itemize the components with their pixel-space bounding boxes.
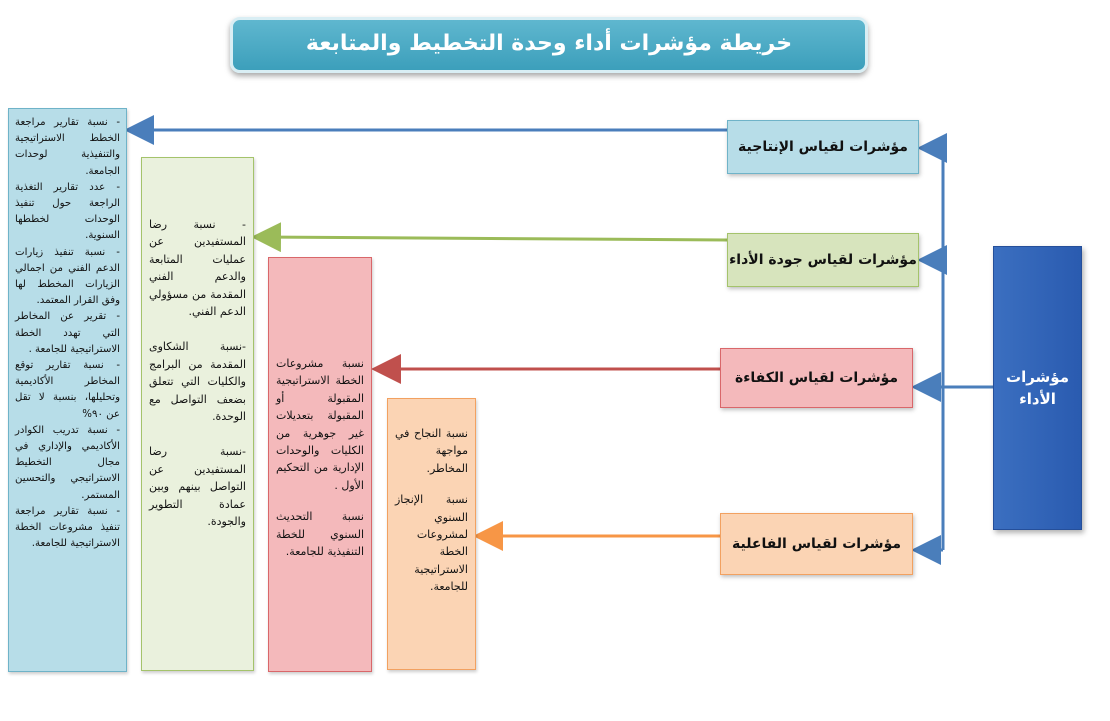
productivity-list — [8, 108, 127, 672]
list-item: - نسبة تقارير مراجعة تنفيذ مشروعات الخطة الاستراتيجية للجامعة. — [15, 505, 120, 550]
effectiveness-list — [387, 398, 476, 670]
indicator-effectiveness-label: مؤشرات لقياس الفاعلية — [731, 536, 902, 552]
list-item: نسبة التحديث السنوي للخطة التنفيذية للجامعة. — [276, 510, 364, 559]
list-item: -نسبة رضا المستفيدين عن التواصل بينهم وبين عمادة التطوير والجودة. — [149, 445, 246, 529]
indicator-efficiency-label: مؤشرات لقياس الكفاءة — [734, 370, 899, 386]
indicator-quality — [727, 233, 919, 287]
indicator-productivity — [727, 120, 919, 174]
page-title: خريطة مؤشرات أداء وحدة التخطيط والمتابعة — [230, 17, 868, 73]
root-connector — [917, 148, 993, 550]
list-item: - نسبة تدريب الكوادر الأكاديمي والإداري في مجال التخطيط الاستراتيجي والتحسين المستمر. — [15, 424, 120, 501]
list-item: - تقرير عن المخاطر التي تهدد الخطة الاستراتيجية للجامعة . — [15, 311, 120, 355]
root-label: مؤشرات الأداء — [1006, 367, 1069, 408]
list-item: -نسبة الشكاوى المقدمة من البرامج والكليات التي تتعلق بضعف التواصل مع الوحدة. — [149, 340, 246, 424]
list-item: - نسبة تقارير توقع المخاطر الأكاديمية وتحليلها، بنسبة لا تقل عن ٩٠% — [15, 360, 120, 420]
arrow-quality — [257, 237, 727, 240]
indicator-efficiency — [720, 348, 913, 408]
root-node — [993, 246, 1082, 530]
efficiency-list — [268, 257, 372, 672]
list-item: نسبة النجاح في مواجهة المخاطر. — [395, 427, 468, 475]
indicator-quality-label: مؤشرات لقياس جودة الأداء — [729, 252, 917, 268]
list-item: - عدد تقارير التغذية الراجعة حول تنفيذ الوحدات لخططها السنوية. — [15, 181, 120, 242]
list-item: - نسبة تنفيذ زيارات الدعم الفني من اجمالي الزيارات المخطط لها وفق القرار المعتمد. — [15, 246, 120, 307]
list-item: نسبة الإنجاز السنوي لمشروعات الخطة الاستراتيجية للجامعة. — [395, 493, 468, 594]
quality-list — [141, 157, 254, 671]
list-item: نسبة مشروعات الخطة الاستراتيجية المقبولة أو المقبولة بتعديلات غير جوهرية من الكليات والوحدات الإدارية من التحكيم الأول . — [276, 357, 364, 492]
indicator-productivity-label: مؤشرات لقياس الإنتاجية — [738, 139, 908, 155]
indicator-effectiveness — [720, 513, 913, 575]
list-item: - نسبة تقارير مراجعة الخطط الاستراتيجية والتنفيذية لوحدات الجامعة. — [15, 117, 120, 177]
list-item: - نسبة رضا المستفيدين عن عمليات المتابعة والدعم الفني المقدمة من مسؤولي الدعم الفني. — [149, 218, 246, 319]
